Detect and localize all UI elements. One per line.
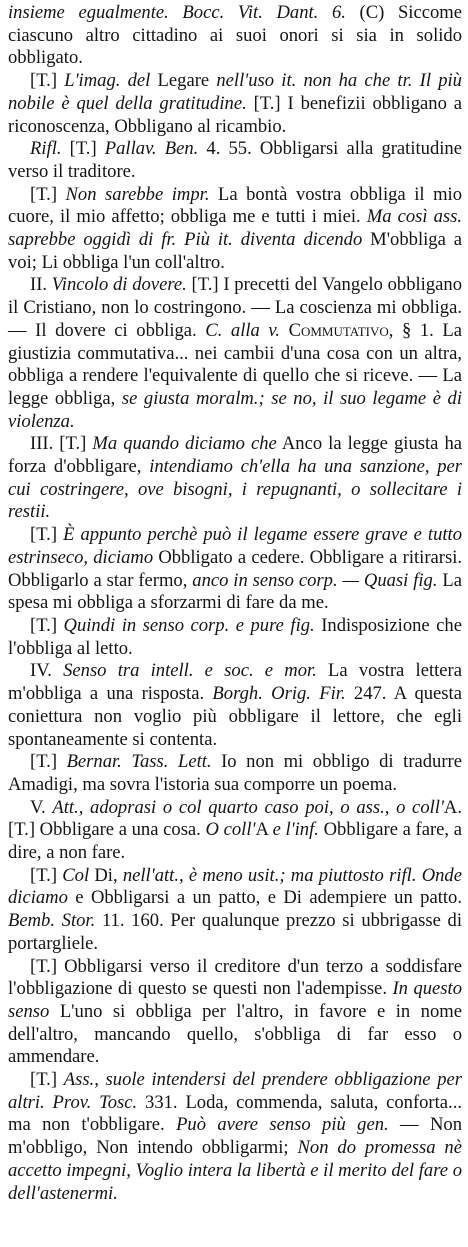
- italic-text: L'imag. del: [64, 70, 151, 92]
- text-run: Anco la legge giusta ha forza d'obbligare,: [8, 433, 463, 478]
- italic-text: Non do promessa nè accetto impegni, Voglio intera la libertà e il merito del fare o dell'astenermi.: [8, 1137, 462, 1204]
- entry-paragraph: [8, 524, 462, 615]
- italic-text: Non sarebbe impr.: [65, 183, 210, 205]
- text-run: II.: [30, 274, 52, 296]
- text-run: V.: [30, 796, 53, 818]
- text-run: [T.] I precetti del Vangelo obbligano il Cristiano, non lo costringono. — La coscienza mi obbliga. — Il dovere ci obbliga.: [8, 274, 462, 341]
- entry-paragraph: [8, 2, 462, 70]
- entry-paragraph: [8, 1069, 462, 1205]
- text-run: La vostra lettera m'obbliga a una risposta.: [8, 660, 462, 705]
- italic-text: O coll': [205, 819, 256, 841]
- italic-text: In questo senso: [8, 978, 463, 1022]
- text-run: [T.]: [30, 524, 64, 546]
- text-run: , § 1. La giustizia commutativa... nei cambii d'una cosa con un altra, obbliga a rendere l'equivalente di quello che si riceve. — La legge obbliga,: [8, 319, 463, 409]
- text-run: La spesa mi obbliga a sforzarmi di fare da me.: [8, 569, 463, 614]
- text-run: [T.]: [30, 183, 66, 205]
- italic-text: Borgh. Orig. Fir.: [212, 683, 346, 705]
- italic-text: nell'uso it. non ha che tr. Il più nobile è quel della gratitudine.: [8, 70, 462, 114]
- italic-text: Bernar. Tass. Lett.: [66, 751, 212, 773]
- italic-text: Ass., suole intendersi del prendere obbligazione per altri. Prov. Tosc.: [8, 1069, 462, 1113]
- entry-paragraph: [8, 184, 462, 275]
- text-run: L'uno si obbliga per l'altro, in favore e in nome dell'altro, mancando quello, s'obbliga di far esso o ammendare.: [8, 1000, 462, 1068]
- entry-paragraph: [8, 797, 462, 865]
- text-run: Di,: [89, 864, 123, 886]
- italic-text: nell'att., è meno usit.; ma piuttosto rifl. Onde diciamo: [8, 864, 462, 909]
- text-run: Obbligare a fare, a dire, a non fare.: [8, 819, 463, 864]
- italic-text: Quindi in senso corp. e pure fig.: [63, 614, 315, 636]
- text-run: IV.: [30, 660, 64, 682]
- italic-text: Col: [62, 864, 90, 886]
- italic-text: anco in senso corp. — Quasi fig.: [192, 569, 438, 591]
- italic-text: insieme egualmente. Bocc. Vit. Dant. 6.: [8, 2, 346, 23]
- entry-paragraph: [8, 274, 462, 433]
- text-run: 331. Loda, commenda, saluta, conforta... ma non t'obbligare.: [8, 1091, 462, 1136]
- text-run: [280, 320, 289, 341]
- entry-paragraph: [8, 660, 462, 751]
- entry-paragraph: [8, 956, 462, 1070]
- text-run: Io non mi obbligo di tradurre Amadigi, ma sovra l'istoria sua comporre un poema.: [8, 751, 462, 795]
- text-run: e Obbligarsi a un patto, e Di adempiere un patto.: [67, 887, 462, 909]
- text-run: 11. 160. Per qualunque prezzo si ubbrigasse di portargliele.: [8, 910, 463, 954]
- entry-paragraph: [8, 138, 462, 183]
- italic-text: Può avere senso più gen.: [176, 1114, 389, 1136]
- italic-text: Senso tra intell. e soc. e mor.: [63, 660, 317, 682]
- entry-paragraph: [8, 615, 462, 660]
- text-run: (C) Siccome ciascuno altro cittadino ai suoi onori si sia in solido obbligato.: [8, 2, 462, 69]
- italic-text: Bemb. Stor.: [8, 910, 96, 932]
- text-run: A: [255, 819, 273, 841]
- italic-text: C. alla v.: [205, 319, 280, 341]
- text-run: A. [T.] Obbligare a una cosa.: [8, 796, 462, 841]
- text-run: [T.]: [30, 864, 63, 886]
- text-run: [T.]: [30, 1069, 64, 1091]
- text-run: [T.]: [30, 614, 64, 636]
- entry-paragraph: [8, 751, 462, 796]
- text-run: — Non m'obbligo, Non intendo obbligarmi;: [8, 1114, 462, 1159]
- text-run: M'obbliga a voi; Li obbliga l'un coll'altro.: [8, 229, 462, 273]
- italic-text: e l'inf.: [272, 819, 319, 841]
- italic-text: È appunto perchè può il legame essere grave e tutto estrinseco, diciamo: [8, 524, 462, 568]
- italic-text: intendiamo ch'ella ha una sanzione, per cui costringere, ove bisogni, i repugnanti, o sollecitare i restii.: [8, 456, 463, 523]
- text-run: [T.] Obbligarsi verso il creditore d'un terzo a soddisfare l'obbligazione di questo se questi non l'adempisse.: [8, 955, 462, 1000]
- text-run: Commutativo: [288, 319, 389, 341]
- italic-text: Att., adoprasi o col quarto caso poi, o ass., o coll': [52, 796, 444, 818]
- italic-text: Rifl.: [30, 138, 62, 160]
- text-run: 247. A questa coniettura non voglio più obbligare il lettore, che egli spontaneamente si contenta.: [8, 683, 462, 750]
- italic-text: Vincolo di dovere.: [51, 274, 187, 296]
- text-run: [T.] I benefizii obbligano a riconoscenza, Obbligano al ricambio.: [8, 92, 462, 137]
- text-run: Legare: [150, 70, 217, 92]
- entry-paragraph: [8, 70, 462, 138]
- text-run: [T.]: [30, 751, 67, 773]
- text-run: [T.]: [30, 70, 65, 92]
- italic-text: se giusta moralm.; se no, il suo legame è di violenza.: [8, 387, 462, 432]
- entry-paragraph: [8, 433, 462, 524]
- text-run: Indisposizione che l'obbliga al letto.: [8, 614, 462, 659]
- text-run: III. [T.]: [30, 433, 93, 455]
- text-run: [T.]: [61, 138, 105, 160]
- italic-text: Ma quando diciamo che: [92, 433, 277, 455]
- text-run: La bontà vostra obbliga il mio cuore, il mio affetto; obbliga me e tutti i miei.: [8, 183, 462, 228]
- entry-paragraph: [8, 865, 462, 956]
- italic-text: Pallav. Ben.: [104, 138, 199, 160]
- italic-text: Ma così ass. saprebbe oggidì di fr. Più it. diventa dicendo: [8, 206, 463, 251]
- text-run: 4. 55. Obbligarsi alla gratitudine verso il traditore.: [8, 138, 462, 182]
- text-run: Obbligato a cedere. Obbligare a ritirarsi. Obbligarlo a star fermo,: [8, 546, 463, 591]
